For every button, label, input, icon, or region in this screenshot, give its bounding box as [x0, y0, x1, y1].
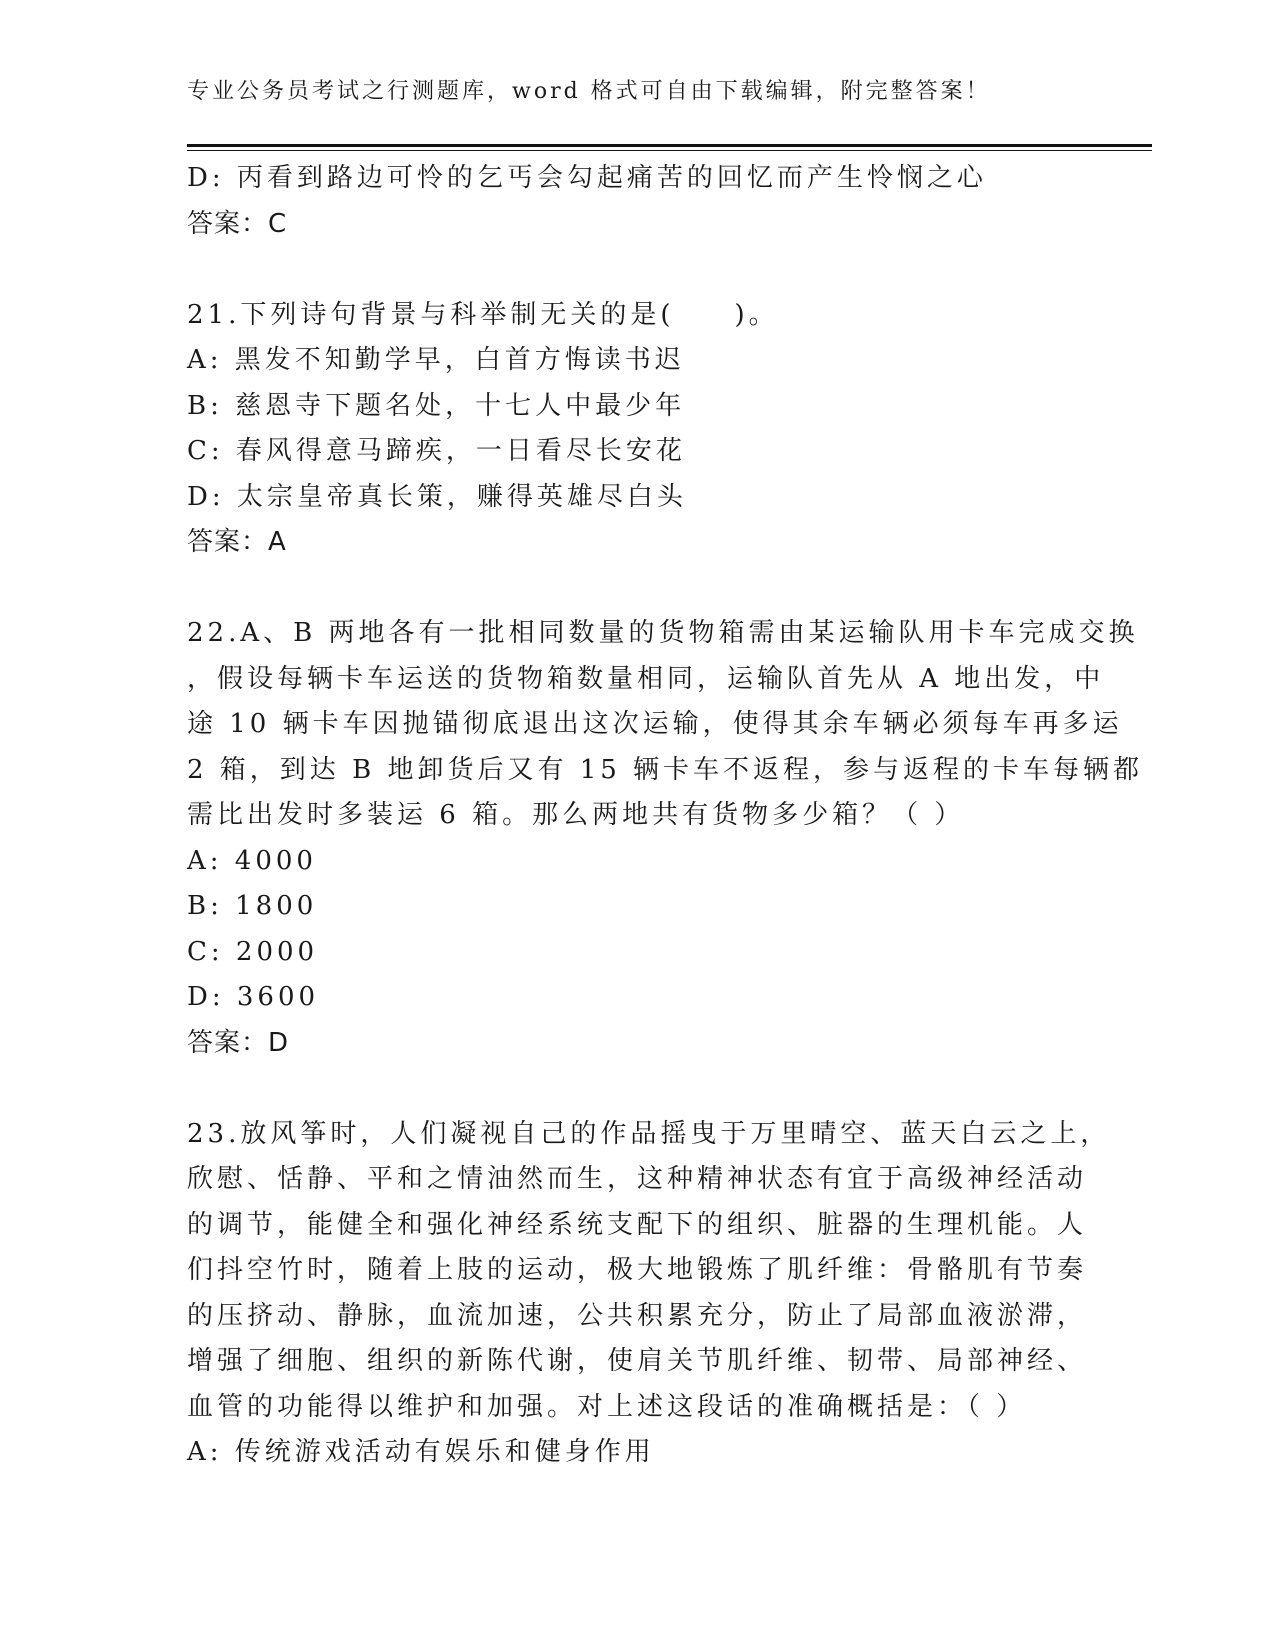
header-rule-thin	[187, 150, 1152, 151]
q22-stem-line: ，假设每辆卡车运送的货物箱数量相同，运输队首先从 A 地出发，中	[187, 663, 1105, 694]
document-body	[187, 156, 1144, 1476]
q22-option-c: C: 2000	[187, 936, 319, 967]
q21-option-d: D: 太宗皇帝真长策，赚得英雄尽白头	[187, 481, 687, 512]
q21-option-b: B: 慈恩寺下题名处，十七人中最少年	[187, 390, 686, 421]
q23-option-a: A: 传统游戏活动有娱乐和健身作用	[187, 1437, 655, 1467]
q21-stem: 21.下列诗句背景与科举制无关的是( )。	[187, 299, 779, 330]
q21-option-a: A: 黑发不知勤学早，白首方悔读书迟	[187, 345, 685, 375]
q22-stem-line: 2 箱，到达 B 地卸货后又有 15 辆卡车不返程，参与返程的卡车每辆都	[187, 754, 1144, 785]
q23-stem-line: 23.放风筝时，人们凝视自己的作品摇曳于万里晴空、蓝天白云之上，	[187, 1118, 1111, 1149]
q22-answer: 答案：D	[187, 1027, 290, 1058]
q23-stem-line: 血管的功能得以维护和加强。对上述这段话的准确概括是：（ ）	[187, 1391, 1027, 1422]
q22-option-b: B: 1800	[187, 891, 318, 921]
q22-stem-line: 22.A、B 两地各有一批相同数量的货物箱需由某运输队用卡车完成交换	[187, 618, 1139, 648]
q23-stem-line: 欣慰、恬静、平和之情油然而生，这种精神状态有宜于高级神经活动	[187, 1164, 1088, 1194]
q23-stem-line: 增强了细胞、组织的新陈代谢，使肩关节肌纤维、韧带、局部神经、	[187, 1346, 1088, 1376]
q21-option-c: C: 春风得意马蹄疾，一日看尽长安花	[187, 436, 686, 466]
q21-answer: 答案：A	[187, 527, 287, 557]
header-rule-thick	[187, 144, 1152, 147]
q22-stem-line: 途 10 辆卡车因抛锚彻底退出这次运输，使得其余车辆必须每车再多运	[187, 709, 1123, 739]
page-header: 专业公务员考试之行测题库，word 格式可自由下载编辑，附完整答案！	[187, 79, 991, 104]
q23-stem-line: 们抖空竹时，随着上肢的运动，极大地锻炼了肌纤维：骨骼肌有节奏	[187, 1255, 1088, 1285]
q22-option-a: A: 4000	[187, 845, 317, 876]
spacer	[187, 566, 1087, 612]
q20-option-d: D: 丙看到路边可怜的乞丐会勾起痛苦的回忆而产生怜悯之心	[187, 163, 987, 193]
spacer	[187, 1066, 1087, 1112]
q20-answer: 答案：C	[187, 208, 288, 239]
spacer	[187, 247, 1087, 293]
q22-option-d: D: 3600	[187, 982, 320, 1012]
q23-stem-line: 的调节，能健全和强化神经系统支配下的组织、脏器的生理机能。人	[187, 1209, 1088, 1240]
q23-stem-line: 的压挤动、静脉，血流加速，公共积累充分，防止了局部血液淤滞，	[187, 1300, 1088, 1331]
q22-stem-line: 需比出发时多装运 6 箱。那么两地共有货物多少箱？（ ）	[187, 800, 965, 830]
